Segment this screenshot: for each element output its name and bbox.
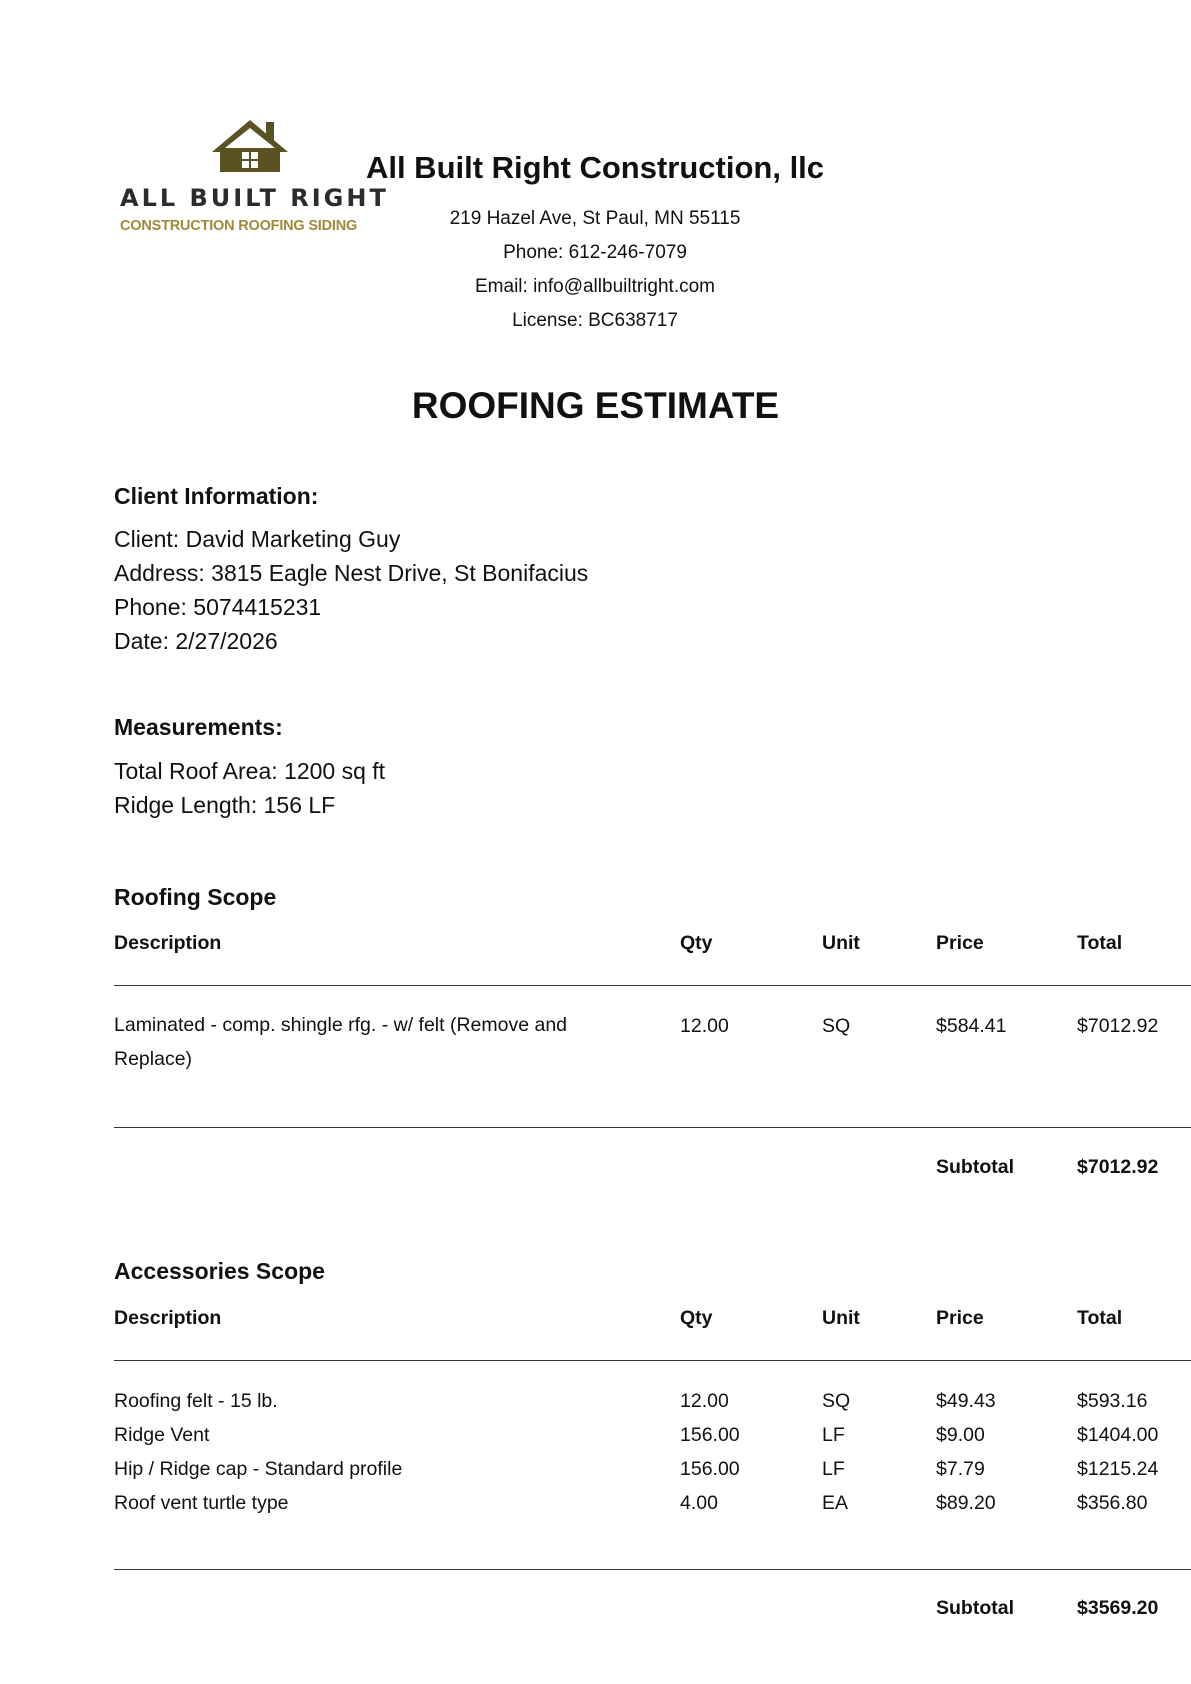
- row-description: Ridge Vent: [114, 1424, 210, 1446]
- row-description: Roof vent turtle type: [114, 1492, 289, 1514]
- row-unit: SQ: [822, 1390, 851, 1412]
- roofing-scope-heading: Roofing Scope: [114, 884, 277, 910]
- col-total: Total: [1077, 1307, 1123, 1329]
- logo-tagline: CONSTRUCTION ROOFING SIDING: [120, 218, 358, 234]
- col-unit: Unit: [822, 1307, 860, 1329]
- company-logo: [210, 118, 290, 174]
- ridge-length: Ridge Length: 156 LF: [114, 792, 336, 818]
- row-description: Laminated - comp. shingle rfg. - w/ felt (Remove and Replace): [114, 1014, 568, 1070]
- company-address: 219 Hazel Ave, St Paul, MN 55115: [449, 208, 741, 229]
- col-description: Description: [114, 1307, 222, 1329]
- client-info-heading: Client Information:: [114, 483, 319, 509]
- col-unit: Unit: [822, 932, 860, 954]
- house-roof-icon: [212, 120, 288, 152]
- client-address: Address: 3815 Eagle Nest Drive, St Bonifacius: [114, 560, 589, 586]
- subtotal-label: Subtotal: [936, 1597, 1014, 1619]
- house-body-icon: [220, 148, 280, 172]
- company-license: License: BC638717: [512, 310, 678, 331]
- accessories-scope-heading: Accessories Scope: [114, 1258, 325, 1284]
- row-price: $9.00: [936, 1424, 985, 1446]
- row-price: $49.43: [936, 1390, 996, 1412]
- row-total: $7012.92: [1077, 1015, 1159, 1037]
- row-qty: 156.00: [680, 1458, 740, 1480]
- col-qty: Qty: [680, 932, 713, 954]
- subtotal-value: $7012.92: [1077, 1156, 1159, 1178]
- row-unit: LF: [822, 1424, 845, 1446]
- row-qty: 12.00: [680, 1015, 729, 1037]
- header-divider: [114, 985, 1191, 986]
- row-unit: LF: [822, 1458, 845, 1480]
- col-price: Price: [936, 1307, 984, 1329]
- client-phone: Phone: 5074415231: [114, 594, 322, 620]
- logo-wordmark: ALL BUILT RIGHT: [120, 184, 389, 212]
- subtotal-divider: [114, 1127, 1191, 1128]
- row-price: $89.20: [936, 1492, 996, 1514]
- row-qty: 156.00: [680, 1424, 740, 1446]
- row-total: $1215.24: [1077, 1458, 1159, 1480]
- col-description: Description: [114, 932, 222, 954]
- company-phone: Phone: 612-246-7079: [503, 242, 687, 263]
- subtotal-divider: [114, 1569, 1191, 1570]
- row-qty: 4.00: [680, 1492, 718, 1514]
- measurements-heading: Measurements:: [114, 714, 283, 740]
- document-title: ROOFING ESTIMATE: [411, 385, 780, 426]
- row-description: Roofing felt - 15 lb.: [114, 1390, 278, 1412]
- row-unit: EA: [822, 1492, 849, 1514]
- subtotal-label: Subtotal: [936, 1156, 1014, 1178]
- row-price: $7.79: [936, 1458, 985, 1480]
- chimney-icon: [266, 122, 274, 140]
- roof-area: Total Roof Area: 1200 sq ft: [114, 758, 386, 784]
- col-price: Price: [936, 932, 984, 954]
- row-description: Hip / Ridge cap - Standard profile: [114, 1458, 403, 1480]
- row-qty: 12.00: [680, 1390, 729, 1412]
- row-unit: SQ: [822, 1015, 851, 1037]
- row-total: $593.16: [1077, 1390, 1148, 1412]
- row-total: $356.80: [1077, 1492, 1148, 1514]
- col-qty: Qty: [680, 1307, 713, 1329]
- client-name: Client: David Marketing Guy: [114, 526, 401, 552]
- company-name: All Built Right Construction, llc: [365, 150, 825, 185]
- col-total: Total: [1077, 932, 1123, 954]
- header-divider: [114, 1360, 1191, 1361]
- row-total: $1404.00: [1077, 1424, 1159, 1446]
- row-price: $584.41: [936, 1015, 1007, 1037]
- estimate-date: Date: 2/27/2026: [114, 628, 278, 654]
- company-email: Email: info@allbuiltright.com: [475, 276, 715, 297]
- subtotal-value: $3569.20: [1077, 1597, 1159, 1619]
